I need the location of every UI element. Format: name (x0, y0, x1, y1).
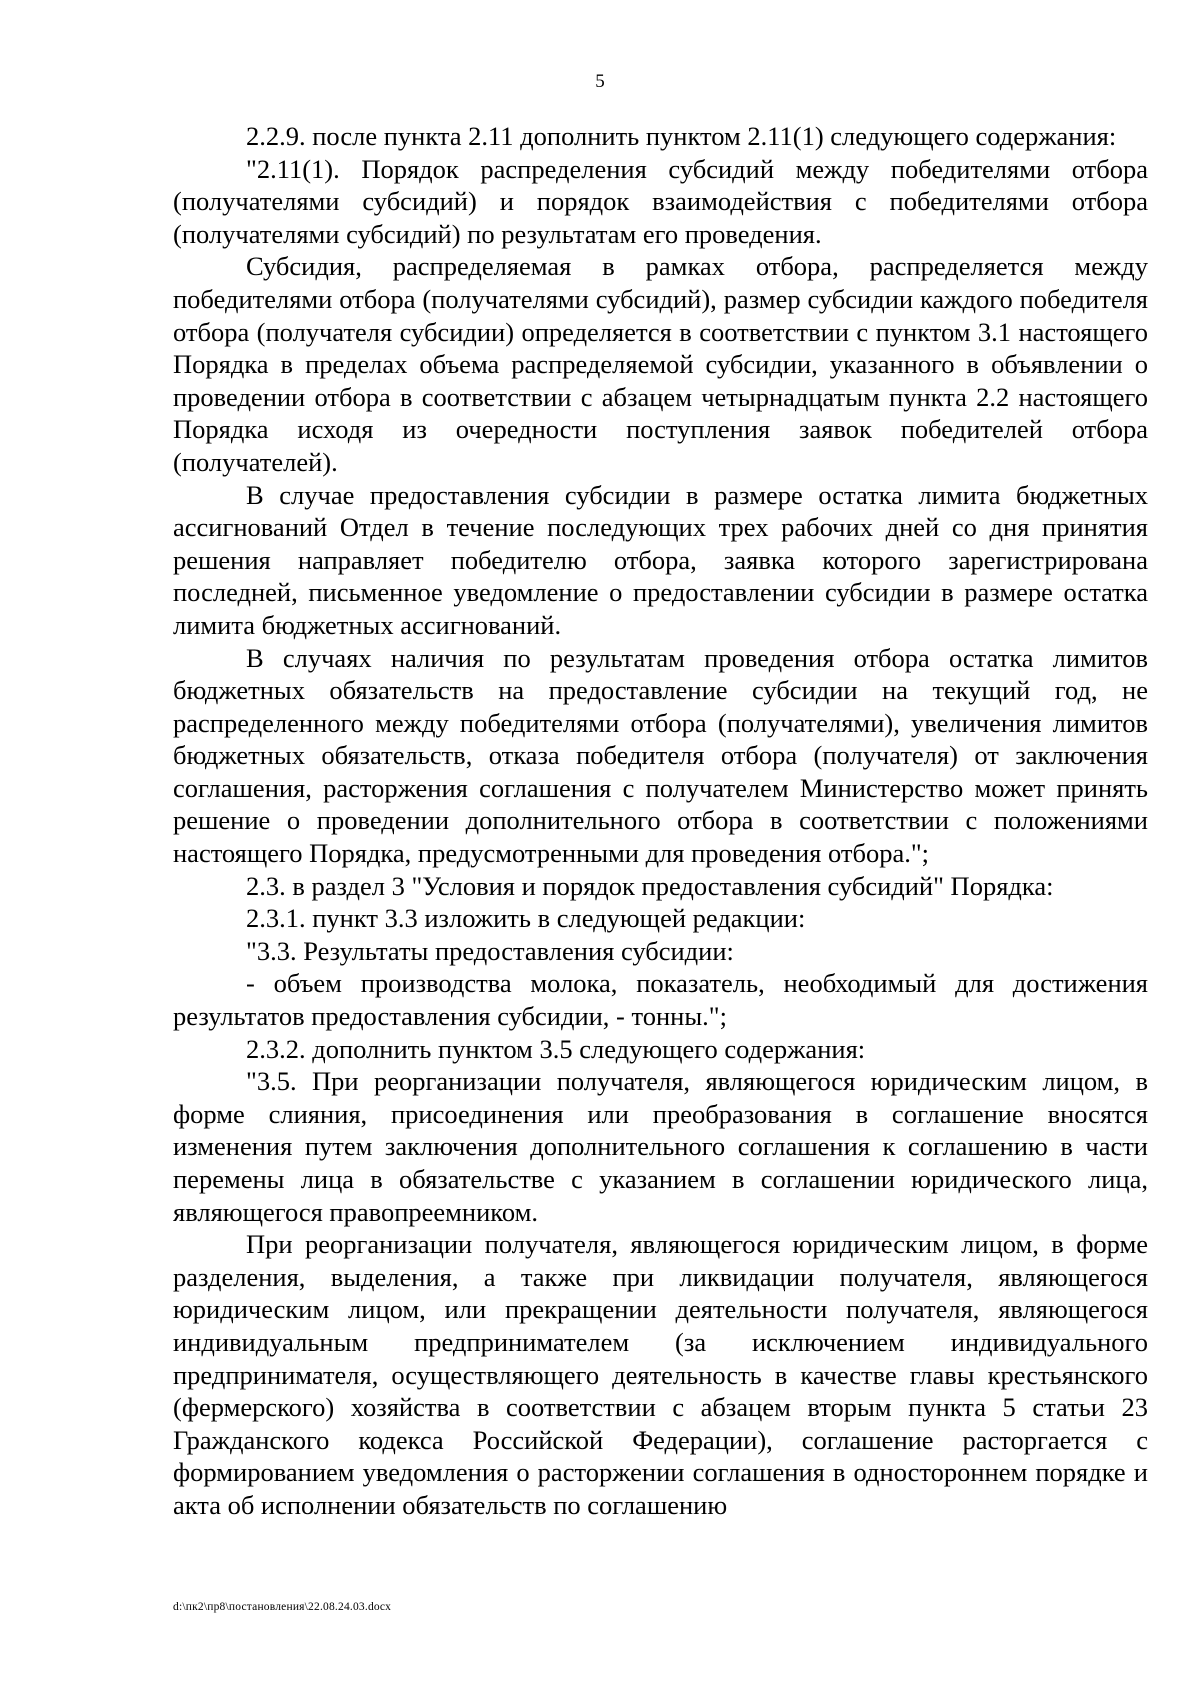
paragraph: При реорганизации получателя, являющегося юридическим лицом, в форме разделения, выделения, а также при ликвидации получателя, являющегося юридическим лицом, или прекращении деятельности получателя, являющегося индивидуальным предпринимателем (за исключением индивидуального предпринимателя, осуществляющего деятельность в качестве главы крестьянского (фермерского) хозяйства в соответствии с абзацем вторым пункта 5 статьи 23 Гражданского кодекса Российской Федерации), соглашение расторгается с формированием уведомления о расторжении соглашения в одностороннем порядке и акта об исполнении обязательств по соглашению (173, 1229, 1148, 1520)
paragraph: 2.3. в раздел 3 "Условия и порядок предоставления субсидий" Порядка: (246, 870, 1054, 901)
file-path-footer: d:\пк2\пр8\постановления\22.08.24.03.docx (173, 1601, 392, 1613)
paragraph: 2.3.2. дополнить пунктом 3.5 следующего содержания: (246, 1033, 866, 1064)
paragraph: "2.11(1). Порядок распределения субсидий между победителями отбора (получателями субсидий) и порядок взаимодействия с победителями отбора (получателями субсидий) по результатам его проведения. (173, 153, 1148, 249)
paragraph: "3.5. При реорганизации получателя, являющегося юридическим лицом, в форме слияния, присоединения или преобразования в соглашение вносятся изменения путем заключения дополнительного соглашения к соглашению в части перемены лица в обязательстве с указанием в соглашении юридического лица, являющегося правопреемником. (173, 1066, 1148, 1227)
paragraph: В случаях наличия по результатам проведения отбора остатка лимитов бюджетных обязательств на предоставление субсидии на текущий год, не распределенного между победителями отбора (получателями), увеличения лимитов бюджетных обязательств, отказа победителя отбора (получателя) от заключения соглашения, расторжения соглашения с получателем Министерство может принять решение о проведении дополнительного отбора в соответствии с положениями настоящего Порядка, предусмотренными для проведения отбора."; (173, 642, 1148, 869)
paragraph: "3.3. Результаты предоставления субсидии: (246, 935, 734, 966)
document-body (173, 120, 1148, 1522)
paragraph: Субсидия, распределяемая в рамках отбора, распределяется между победителями отбора (получателями субсидий), размер субсидии каждого победителя отбора (получателя субсидии) определяется в соответствии с пунктом 3.1 настоящего Порядка в пределах объема распределяемой субсидии, указанного в объявлении о проведении отбора в соответствии с абзацем четырнадцатым пункта 2.2 настоящего Порядка исходя из очередности поступления заявок победителей отбора (получателей). (173, 251, 1148, 477)
paragraph: 2.2.9. после пункта 2.11 дополнить пунктом 2.11(1) следующего содержания: (246, 121, 1117, 151)
paragraph: - объем производства молока, показатель, необходимый для достижения результатов предоставления субсидии, - тонны."; (173, 968, 1148, 1032)
paragraph: В случае предоставления субсидии в размере остатка лимита бюджетных ассигнований Отдел в течение последующих трех рабочих дней со дня принятия решения направляет победителю отбора, заявка которого зарегистрирована последней, письменное уведомление о предоставлении субсидии в размере остатка лимита бюджетных ассигнований. (173, 479, 1148, 640)
paragraph: 2.3.1. пункт 3.3 изложить в следующей редакции: (246, 903, 806, 934)
page-number: 5 (595, 71, 605, 92)
